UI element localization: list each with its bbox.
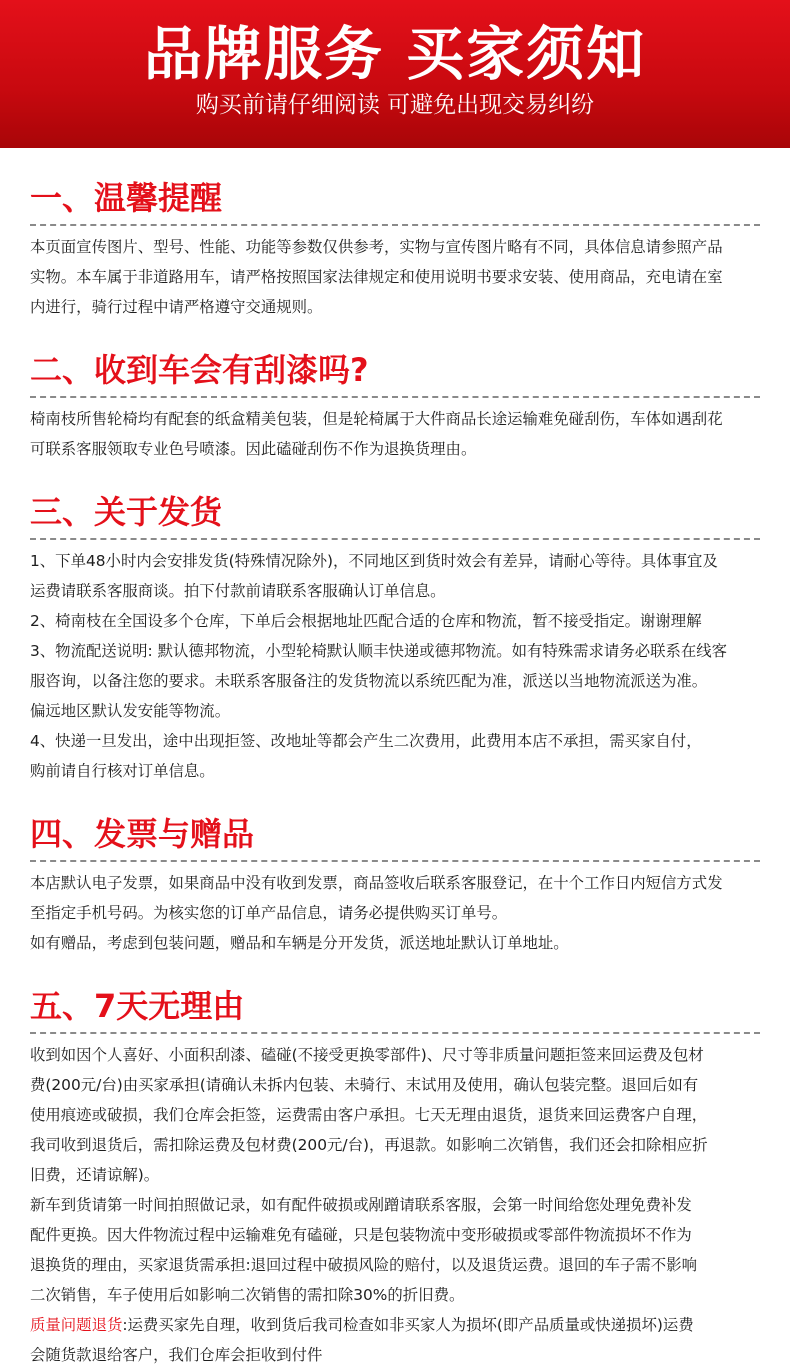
text-line: 旧费，还请谅解)。 [30, 1166, 160, 1184]
text-line: 1、下单48小时内会安排发货(特殊情况除外)，不同地区到货时效会有差异，请耐心等待。具体事宜及 [30, 552, 718, 570]
text-line: 二次销售，车子使用后如影响二次销售的需扣除30%的折旧费。 [30, 1286, 465, 1304]
text-line: 费(200元/台)由买家承担(请确认未拆内包装、未骑行、末试用及使用，确认包装完整。退回后如有 [30, 1076, 699, 1094]
notice-content [0, 148, 790, 1370]
section-heading: 一、温馨提醒 [30, 148, 760, 226]
header-banner [0, 0, 790, 148]
quality-return-label: 质量问题退货 [30, 1316, 123, 1334]
text-line: 运费请联系客服商谈。拍下付款前请联系客服确认订单信息。 [30, 582, 446, 600]
text-line: 配件更换。因大件物流过程中运输难免有磕碰，只是包装物流中变形破损或零部件物流损坏不作为 [30, 1226, 692, 1244]
text-line: 新车到货请第一时间拍照做记录，如有配件破损或剐蹭请联系客服，会第一时间给您处理免费补发 [30, 1196, 692, 1214]
text-line: 购前请自行核对订单信息。 [30, 762, 215, 780]
text-line: 收到如因个人喜好、小面积刮漆、磕碰(不接受更换零部件)、尺寸等非质量问题拒签来回运费及包材 [30, 1046, 704, 1064]
section-heading: 四、发票与赠品 [30, 786, 760, 862]
text-line: 偏远地区默认发安能等物流。 [30, 702, 231, 720]
section-invoice [30, 786, 760, 958]
page-subtitle: 购买前请仔细阅读 可避免出现交易纠纷 [195, 92, 595, 118]
section-heading: 五、7天无理由 [30, 958, 760, 1034]
section-heading: 三、关于发货 [30, 464, 760, 540]
text-line: 会随货款退给客户，我们仓库会拒收到付件 [30, 1346, 323, 1364]
text-line: 使用痕迹或破损，我们仓库会拒签，运费需由客户承担。七天无理由退货，退货来回运费客户自理， [30, 1106, 708, 1124]
text-line: 服咨询，以备注您的要求。未联系客服备注的发货物流以系统匹配为准，派送以当地物流派送为准。 [30, 672, 708, 690]
text-line: 如有赠品，考虑到包装问题，赠品和车辆是分开发货，派送地址默认订单地址。 [30, 934, 569, 952]
text-line: 4、快递一旦发出，途中出现拒签、改地址等都会产生二次费用，此费用本店不承担，需买家自付， [30, 732, 702, 750]
section-heading: 二、收到车会有刮漆吗? [30, 322, 760, 398]
highlight-line [30, 1310, 760, 1340]
quality-return-text: :运费买家先自理，收到货后我司检查如非买家人为损坏(即产品质量或快递损坏)运费 [122, 1316, 694, 1334]
text-line: 3、物流配送说明: 默认德邦物流，小型轮椅默认顺丰快递或德邦物流。如有特殊需求请务必联系在线客 [30, 642, 728, 660]
section-returns [30, 958, 760, 1370]
page-title: 品牌服务 买家须知 [143, 20, 647, 88]
section-reminder [30, 148, 760, 322]
section-scratch [30, 322, 760, 464]
text-line: 至指定手机号码。为核实您的订单产品信息，请务必提供购买订单号。 [30, 904, 508, 922]
text-line: 可联系客服领取专业色号喷漆。因此磕碰刮伤不作为退换货理由。 [30, 440, 477, 458]
text-line: 退换货的理由，买家退货需承担:退回过程中破损风险的赔付，以及退货运费。退回的车子需不影响 [30, 1256, 697, 1274]
text-line: 椅南枝所售轮椅均有配套的纸盒精美包装，但是轮椅属于大件商品长途运输难免碰刮伤，车体如遇刮花 [30, 410, 723, 428]
text-line: 内进行，骑行过程中请严格遵守交通规则。 [30, 298, 323, 316]
text-line: 实物。本车属于非道路用车，请严格按照国家法律规定和使用说明书要求安装、使用商品，充电请在室 [30, 268, 723, 286]
section-shipping [30, 464, 760, 786]
text-line: 本店默认电子发票，如果商品中没有收到发票，商品签收后联系客服登记，在十个工作日内短信方式发 [30, 874, 723, 892]
text-line: 本页面宣传图片、型号、性能、功能等参数仅供参考，实物与宣传图片略有不同，具体信息请参照产品 [30, 238, 723, 256]
text-line: 2、椅南枝在全国设多个仓库，下单后会根据地址匹配合适的仓库和物流，暂不接受指定。谢谢理解 [30, 612, 702, 630]
text-line: 我司收到退货后，需扣除运费及包材费(200元/台)，再退款。如影响二次销售，我们还会扣除相应折 [30, 1136, 708, 1154]
